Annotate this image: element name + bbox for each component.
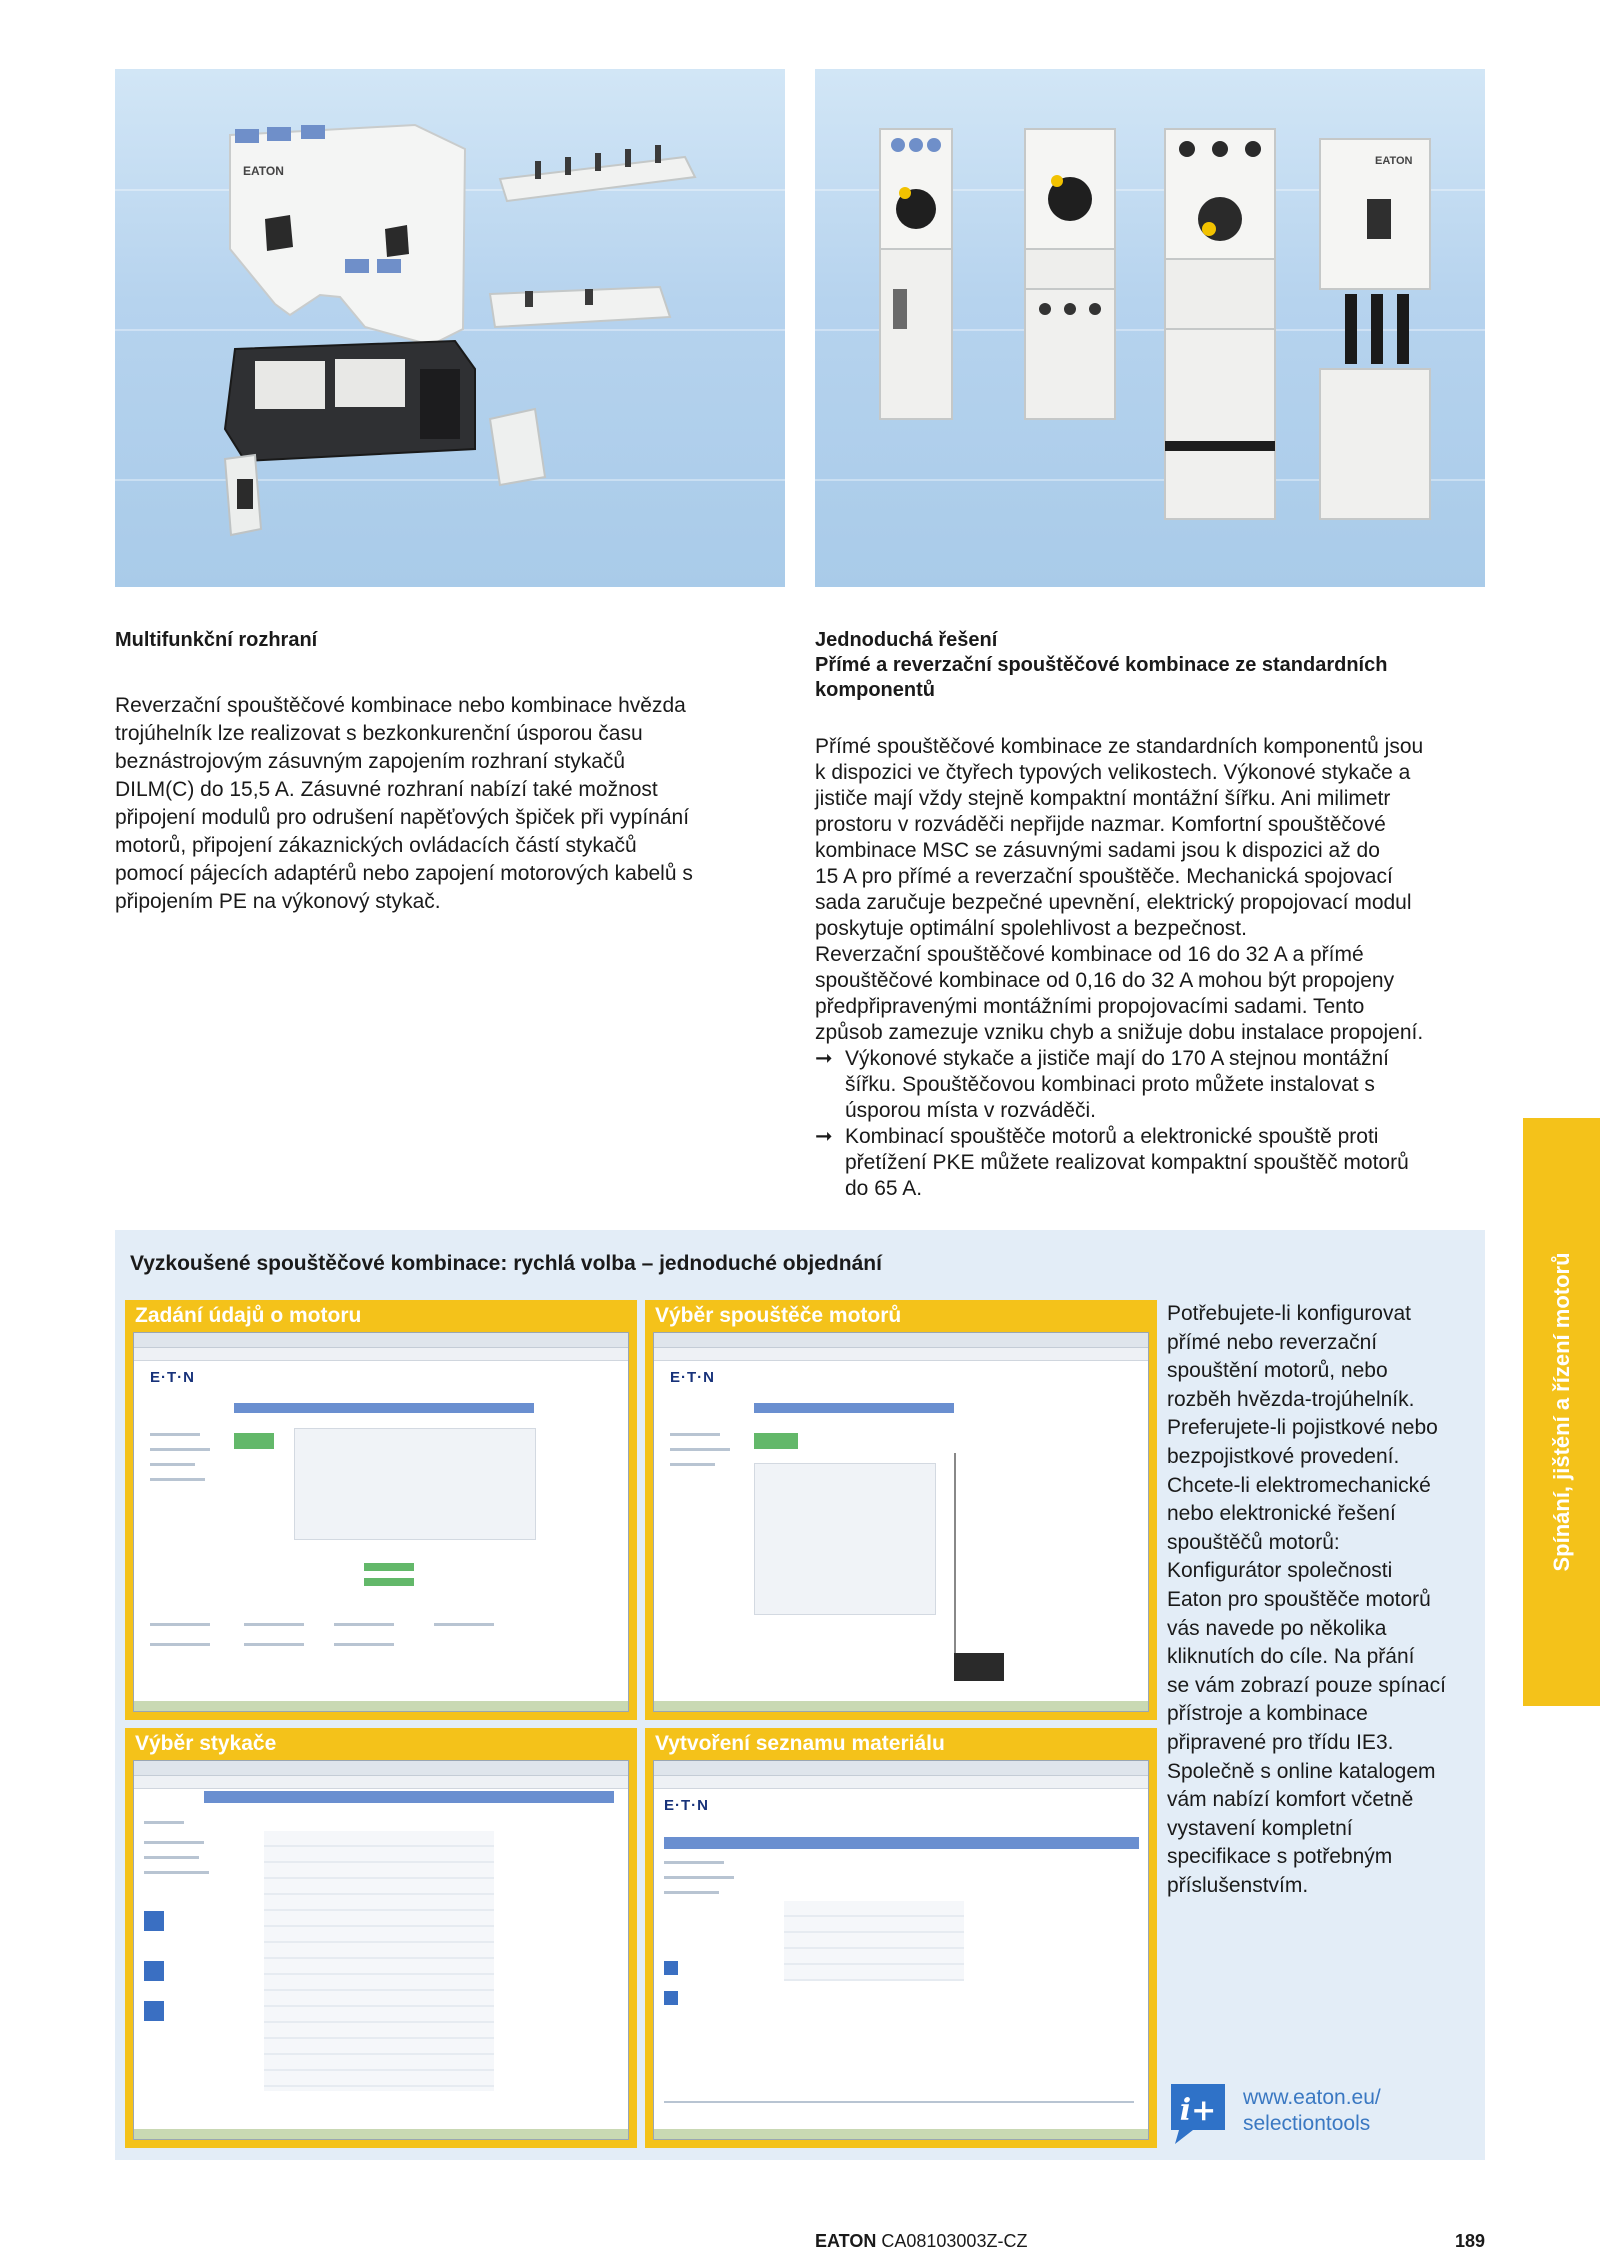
description-line: Chcete-li elektromechanické [1167, 1473, 1431, 1497]
left-photo-brand: EATON [243, 164, 284, 178]
description-line: spouštěčů motorů: [1167, 1530, 1340, 1554]
box-title: Vyzkoušené spouštěčové kombinace: rychlá volba – jednoduché objednání [130, 1252, 882, 1275]
paragraph-line: připojení modulů pro odrušení napěťových špiček při vypínání [115, 806, 690, 829]
bullet-line: přetížení PKE můžete realizovat kompaktní spouštěč motorů [845, 1151, 1409, 1174]
heading-starter-combinations: Přímé a reverzační spouštěčové kombinace ze standardních [815, 654, 1388, 676]
heading-starter-combinations: komponentů [815, 679, 935, 701]
paragraph-line: způsob zamezuje vzniku chyb a snižuje dobu instalace propojení. [815, 1021, 1424, 1044]
description-line: Společně s online katalogem [1167, 1759, 1436, 1783]
bullet-item [815, 1124, 1505, 1202]
configurator-description [1167, 1300, 1467, 1900]
paragraph-line: DILM(C) do 15,5 A. Zásuvné rozhraní nabízí také možnost [115, 778, 658, 801]
selection-tools-box [115, 1230, 1485, 2160]
bullet-line: úsporou místa v rozváděči. [845, 1099, 1096, 1122]
description-line: vám nabízí komfort včetně [1167, 1788, 1414, 1812]
screenshot-browser [133, 1760, 629, 2140]
right-photo-brand: EATON [1375, 155, 1413, 167]
heading-simple-solutions: Jednoduchá řešení [815, 629, 998, 651]
link-line: selectiontools [1243, 2112, 1371, 2135]
paragraph-line: prostoru v rozváděči nepřijde nazmar. Komfortní spouštěčové [815, 813, 1386, 836]
right-column [815, 628, 1505, 1202]
paragraph-line: připojením PE na výkonový stykač. [115, 890, 441, 913]
screenshot-browser [133, 1332, 629, 1712]
paragraph-line: pomocí pájecích adaptérů nebo zapojení motorových kabelů s [115, 862, 693, 885]
description-line: vás navede po několika [1167, 1616, 1387, 1640]
description-line: rozběh hvězda-trojúhelník. [1167, 1387, 1415, 1411]
product-photo-interface [115, 69, 785, 587]
paragraph-line: Reverzační spouštěčové kombinace od 16 do 32 A a přímé [815, 943, 1364, 966]
description-line: Eaton pro spouštěče motorů [1167, 1587, 1431, 1611]
footer-brand: EATON [815, 2231, 877, 2251]
bullet-line: do 65 A. [845, 1177, 923, 1200]
left-column [115, 628, 775, 916]
screenshot-label: Výběr stykače [135, 1732, 277, 1755]
description-line: se vám zobrazí pouze spínací [1167, 1673, 1446, 1697]
paragraph-line: předpřipravenými montážními propojovacími sadami. Tento [815, 995, 1365, 1018]
description-line: příslušenstvím. [1167, 1873, 1309, 1897]
description-line: kliknutích do cíle. Na přání [1167, 1645, 1415, 1669]
info-plus-icon-text: i+ [1179, 2093, 1217, 2128]
chapter-side-tab-label: Spínání, jištění a řízení motorů [1549, 1252, 1574, 1572]
arrow-icon: ➞ [815, 1125, 833, 1148]
screenshot-browser [653, 1760, 1149, 2140]
screenshot-label: Zadání údajů o motoru [135, 1304, 362, 1327]
paragraph-line: k dispozici ve čtyřech typových velikostech. Výkonové stykače a [815, 761, 1411, 784]
paragraph-line: kombinace MSC se zásuvnými sadami jsou k dispozici až do [815, 839, 1380, 862]
paragraph-line: motorů, připojení zákaznických ovládacích částí stykačů [115, 834, 637, 857]
screenshot-starter-selection [645, 1300, 1157, 1720]
paragraph-line: 15 A pro přímé a reverzační spouštěče. Mechanická spojovací [815, 865, 1393, 888]
chapter-side-tab [1523, 1118, 1600, 1706]
description-line: Potřebujete-li konfigurovat [1167, 1302, 1411, 1325]
paragraph-line: Reverzační spouštěčové kombinace nebo kombinace hvězda [115, 694, 686, 717]
bullet-line: šířku. Spouštěčovou kombinaci proto můžete instalovat s [845, 1073, 1375, 1096]
screenshot-bill-of-materials [645, 1728, 1157, 2148]
bullet-item [815, 1046, 1505, 1124]
description-line: přímé nebo reverzační [1167, 1330, 1378, 1354]
paragraph-line: trojúhelník lze realizovat s bezkonkurenční úsporou času [115, 722, 643, 745]
footer-doc [815, 2231, 1027, 2252]
description-line: Preferujete-li pojistkové nebo [1167, 1416, 1438, 1440]
description-line: Konfigurátor společnosti [1167, 1559, 1393, 1583]
screenshot-label: Výběr spouštěče motorů [655, 1304, 902, 1327]
bullet-line: Kombinací spouštěče motorů a elektronické spouště proti [845, 1125, 1379, 1148]
description-line: vystavení kompletní [1167, 1816, 1353, 1840]
paragraph-line: poskytuje optimální spolehlivost a bezpečnost. [815, 917, 1247, 940]
info-plus-icon [1163, 2078, 1233, 2153]
arrow-icon: ➞ [815, 1047, 833, 1070]
selectiontools-link[interactable] [1243, 2085, 1381, 2137]
paragraph-line: sada zaručuje bezpečné upevnění, elektrický propojovací modul [815, 891, 1412, 914]
paragraph-line: beznástrojovým zásuvným zapojením rozhraní stykačů [115, 750, 626, 773]
product-photo-starters [815, 69, 1485, 587]
page-number: 189 [1455, 2231, 1486, 2251]
description-line: bezpojistkové provedení. [1167, 1444, 1400, 1468]
paragraph-line: spouštěčové kombinace od 0,16 do 32 A mohou být propojeny [815, 969, 1395, 992]
description-line: spouštění motorů, nebo [1167, 1359, 1388, 1383]
paragraph-line: Přímé spouštěčové kombinace ze standardních komponentů jsou [815, 735, 1424, 758]
eaton-logo: E·T·N [664, 1797, 709, 1814]
link-line: www.eaton.eu/ [1243, 2086, 1381, 2109]
heading-multifunction-interface: Multifunkční rozhraní [115, 629, 318, 651]
description-line: specifikace s potřebným [1167, 1845, 1393, 1869]
screenshot-browser [653, 1332, 1149, 1712]
bullet-line: Výkonové stykače a jističe mají do 170 A stejnou montážní [845, 1047, 1389, 1070]
eaton-logo: E·T·N [150, 1369, 195, 1386]
screenshot-label: Vytvoření seznamu materiálu [655, 1732, 945, 1755]
description-line: přístroje a kombinace [1167, 1702, 1368, 1726]
eaton-logo: E·T·N [670, 1369, 715, 1386]
paragraph-line: jističe mají vždy stejně kompaktní montážní šířku. Ani milimetr [815, 787, 1391, 810]
footer-doc-number: CA08103003Z-CZ [881, 2231, 1028, 2251]
description-line: nebo elektronické řešení [1167, 1502, 1396, 1526]
description-line: připravené pro třídu IE3. [1167, 1730, 1394, 1754]
screenshot-motor-data [125, 1300, 637, 1720]
screenshot-contactor-selection [125, 1728, 637, 2148]
